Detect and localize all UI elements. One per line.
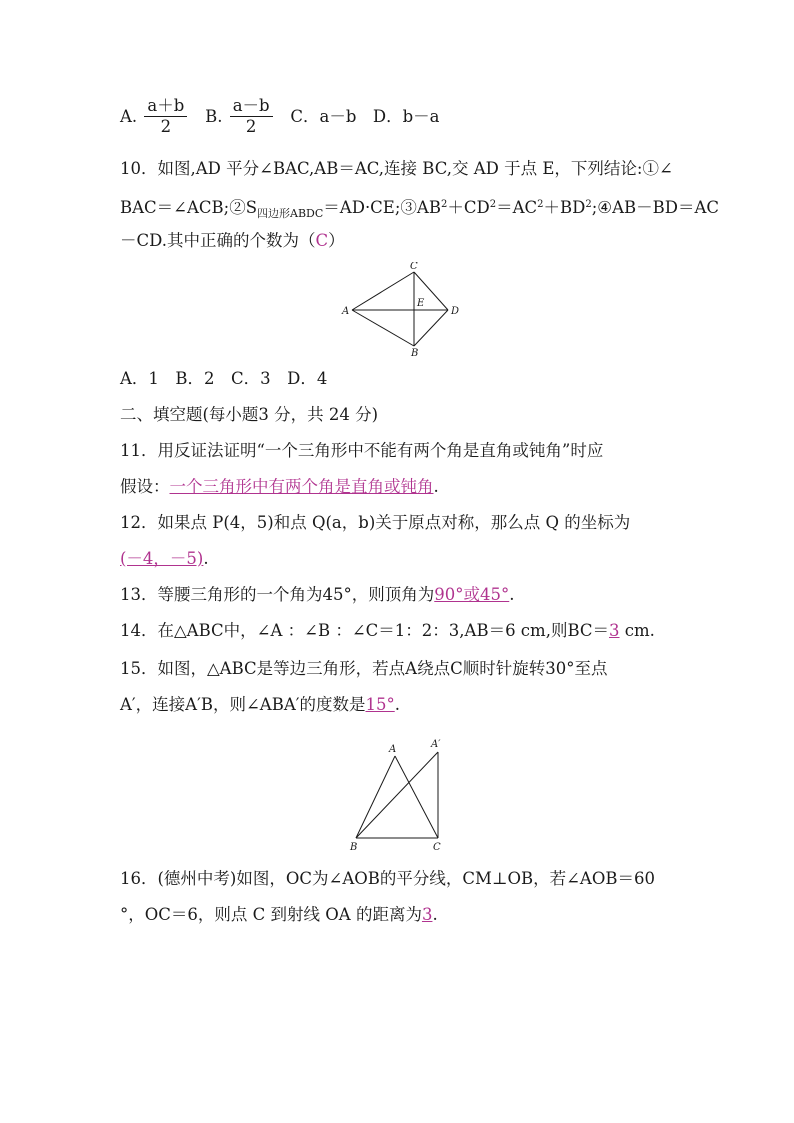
option-a-label: A. (120, 106, 138, 126)
q15-line2 (120, 694, 400, 716)
q13-suffix: . (509, 585, 515, 604)
label-b: B (411, 348, 419, 358)
q11-suffix: . (433, 477, 439, 496)
q10-line3 (120, 230, 345, 252)
q9-options (120, 96, 440, 137)
q10-options: A．1 B．2 C．3 D．4 (120, 369, 328, 388)
q15-line1: 15．如图，△ABC是等边三角形，若点A绕点C顺时针旋转30°至点 (120, 659, 608, 678)
q15-answer: 15° (365, 695, 395, 714)
q12-line1: 12．如果点 P(4，5)和点 Q(a，b)关于原点对称，那么点 Q 的坐标为 (120, 513, 631, 532)
q14-prefix: 14．在△ABC中，∠A ：∠B ：∠C＝1：2：3,AB＝6 cm,则BC＝ (120, 621, 609, 640)
q13-line (120, 584, 515, 606)
q15-figure (346, 734, 456, 854)
q14-suffix: cm. (619, 621, 655, 640)
label-a-prime: A′ (431, 739, 441, 750)
q11-line1: 11．用反证法证明“一个三角形中不能有两个角是直角或钝角”时应 (120, 441, 604, 460)
q10-line2-d: ＝AC (496, 198, 538, 217)
square-sup: 2 (537, 199, 544, 210)
q13-prefix: 13．等腰三角形的一个角为45°，则顶角为 (120, 585, 435, 604)
segment-ba2 (356, 752, 438, 838)
square-sup: 2 (585, 199, 592, 210)
q12-line2 (120, 548, 209, 570)
label-a: A (342, 306, 350, 317)
q10-line2-b: ＝AD·CE;③AB (323, 198, 441, 217)
q10-answer: C (315, 231, 329, 250)
square-sup: 2 (440, 199, 448, 210)
q16-answer: 3 (421, 905, 433, 924)
segment-ac (395, 756, 438, 838)
q14-line (120, 620, 655, 642)
segment-db (414, 310, 448, 346)
q15-suffix: . (394, 695, 400, 714)
q11-prefix: 假设： (120, 477, 170, 496)
option-a-numerator: a＋b (144, 96, 187, 117)
label-a: A (389, 744, 397, 755)
q10-line1: 10．如图,AD 平分∠BAC,AB＝AC,连接 BC,交 AD 于点 E，下列结论:①∠ (120, 159, 673, 178)
q11-line2 (120, 476, 439, 498)
label-c: C (433, 842, 441, 853)
q16-prefix: °，OC＝6，则点 C 到射线 OA 的距离为 (120, 905, 422, 924)
option-a-fraction (144, 96, 187, 137)
q16-suffix: . (432, 905, 438, 924)
q10-line2 (120, 194, 719, 221)
q10-line3-prefix: －CD.其中正确的个数为（ (120, 231, 316, 250)
label-c: C (410, 262, 418, 272)
q10-line2-f: ;④AB－BD＝AC (591, 198, 720, 217)
option-b-numerator: a－b (230, 96, 273, 117)
q12-suffix: . (203, 549, 209, 568)
q14-answer: 3 (609, 621, 620, 640)
square-sup: 2 (489, 199, 497, 210)
label-b: B (350, 842, 358, 853)
option-b-denominator: 2 (245, 117, 257, 136)
q10-figure (340, 262, 470, 358)
q12-answer: (－4，－5) (120, 549, 204, 568)
q10-line3-suffix: ） (328, 231, 345, 250)
q16-line1: 16．(德州中考)如图，OC为∠AOB的平分线，CM⊥OB，若∠AOB＝60 (120, 869, 655, 888)
quad-subscript: 四边形ABDC (257, 207, 324, 220)
q10-line2-a: BAC＝∠ACB;②S (120, 198, 258, 217)
option-a-denominator: 2 (160, 117, 172, 136)
q10-line2-c: ＋CD (447, 198, 490, 217)
q16-line2 (120, 904, 438, 926)
option-b-label: B. (205, 106, 223, 126)
option-b-fraction (230, 96, 273, 137)
segment-ac (352, 272, 414, 310)
q11-answer: 一个三角形中有两个角是直角或钝角 (169, 477, 434, 496)
section-title: 二、填空题(每小题3 分，共 24 分) (120, 405, 379, 424)
label-d: D (451, 306, 460, 317)
options-c-d: C．a－b D．b－a (290, 106, 440, 126)
q10-line2-e: ＋BD (543, 198, 586, 217)
q13-answer: 90°或45° (434, 585, 510, 604)
segment-ba (356, 756, 395, 838)
q15-prefix: A′，连接A′B，则∠ABA′的度数是 (120, 695, 366, 714)
label-e: E (417, 298, 425, 309)
segment-ba (352, 310, 414, 346)
